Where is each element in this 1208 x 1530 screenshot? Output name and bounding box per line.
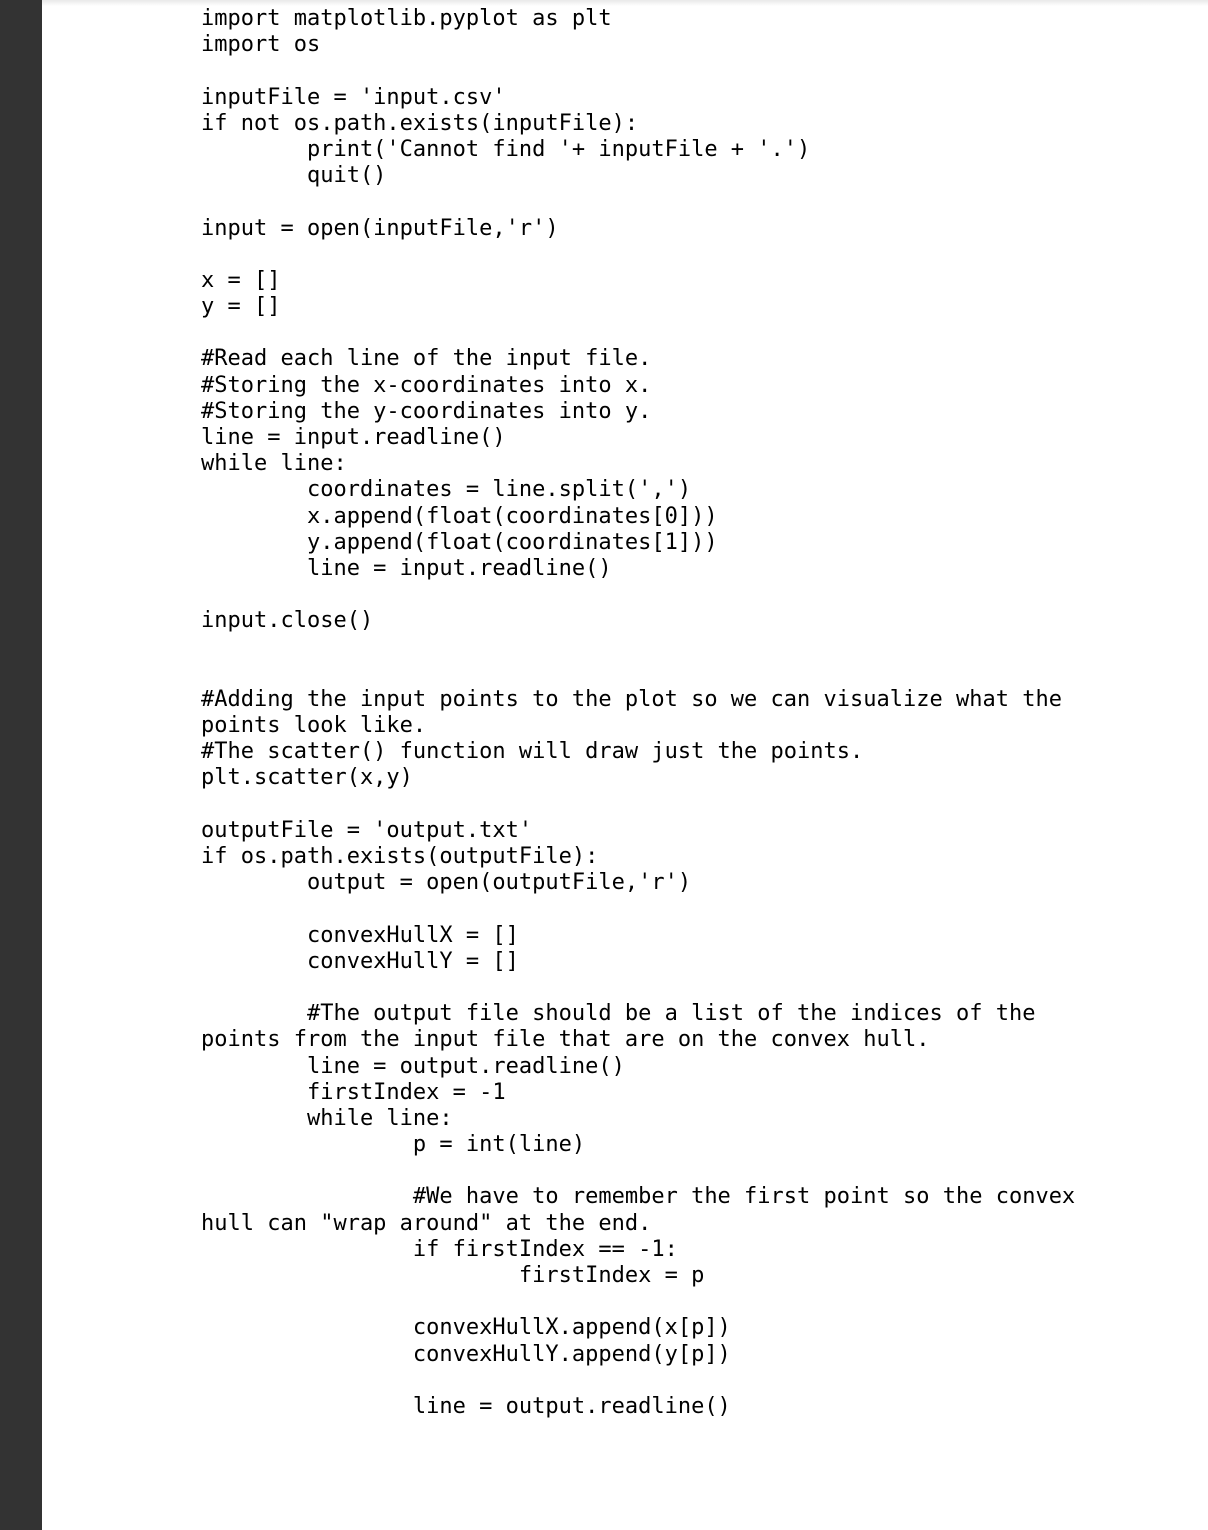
code-line: #Read each line of the input file. [201, 346, 652, 372]
code-line [201, 975, 1191, 1001]
code-line: firstIndex = p [201, 1263, 705, 1288]
code-line: plt.scatter(x,y) [201, 765, 413, 791]
code-line: if firstIndex == -1: [201, 1236, 678, 1262]
code-line: convexHullX = [] [201, 922, 519, 948]
code-line: y = [] [201, 294, 281, 320]
code-line [201, 582, 1191, 608]
code-line: points from the input file that are on the convex hull. [201, 1027, 930, 1053]
code-line: x = [] [201, 267, 281, 293]
code-line [201, 792, 1191, 818]
code-line: line = output.readline() [201, 1053, 625, 1079]
code-line [201, 242, 1191, 268]
code-line [201, 320, 1191, 346]
code-line: import matplotlib.pyplot as plt [201, 6, 612, 31]
code-line: line = input.readline() [201, 555, 612, 581]
code-line: #Storing the x-coordinates into x. [201, 372, 652, 398]
code-line: output = open(outputFile,'r') [201, 870, 692, 896]
code-line: input = open(inputFile,'r') [201, 215, 559, 241]
code-line: inputFile = 'input.csv' [201, 84, 506, 110]
code-line [201, 896, 1191, 922]
code-line: #The scatter() function will draw just the points. [201, 739, 864, 765]
code-line: while line: [201, 1105, 453, 1131]
code-line: p = int(line) [201, 1132, 586, 1158]
code-line: convexHullY = [] [201, 948, 519, 974]
code-line: if not os.path.exists(inputFile): [201, 110, 639, 136]
code-line: outputFile = 'output.txt' [201, 817, 533, 843]
code-line: convexHullY.append(y[p]) [201, 1341, 731, 1367]
code-line: #Adding the input points to the plot so we can visualize what the [201, 686, 1062, 712]
code-line: y.append(float(coordinates[1])) [201, 529, 718, 555]
code-line: #The output file should be a list of the indices of the [201, 1001, 1036, 1027]
code-line: x.append(float(coordinates[0])) [201, 503, 718, 529]
code-line: points look like. [201, 713, 427, 739]
code-line: if os.path.exists(outputFile): [201, 844, 599, 869]
code-line: while line: [201, 451, 347, 477]
code-line: print('Cannot find '+ inputFile + '.') [201, 136, 811, 162]
code-line [201, 1368, 1191, 1394]
code-line [201, 189, 1191, 215]
code-line: input.close() [201, 608, 374, 634]
code-line: #Storing the y-coordinates into y. [201, 398, 652, 424]
code-line: line = input.readline() [201, 425, 506, 450]
code-line: hull can "wrap around" at the end. [201, 1210, 652, 1236]
code-line: import os [201, 32, 321, 58]
code-line: convexHullX.append(x[p]) [201, 1315, 731, 1341]
code-block [201, 6, 1191, 1420]
left-sidebar [0, 0, 42, 1530]
code-line [201, 1289, 1191, 1315]
code-line [201, 661, 1191, 687]
code-line [201, 635, 1191, 661]
code-line: firstIndex = -1 [201, 1079, 506, 1105]
code-line: #We have to remember the first point so the convex [201, 1184, 1076, 1210]
code-line: quit() [201, 163, 387, 189]
code-line: line = output.readline() [201, 1393, 731, 1419]
code-line [201, 1158, 1191, 1184]
code-line: coordinates = line.split(',') [201, 477, 692, 503]
code-line [201, 58, 1191, 84]
